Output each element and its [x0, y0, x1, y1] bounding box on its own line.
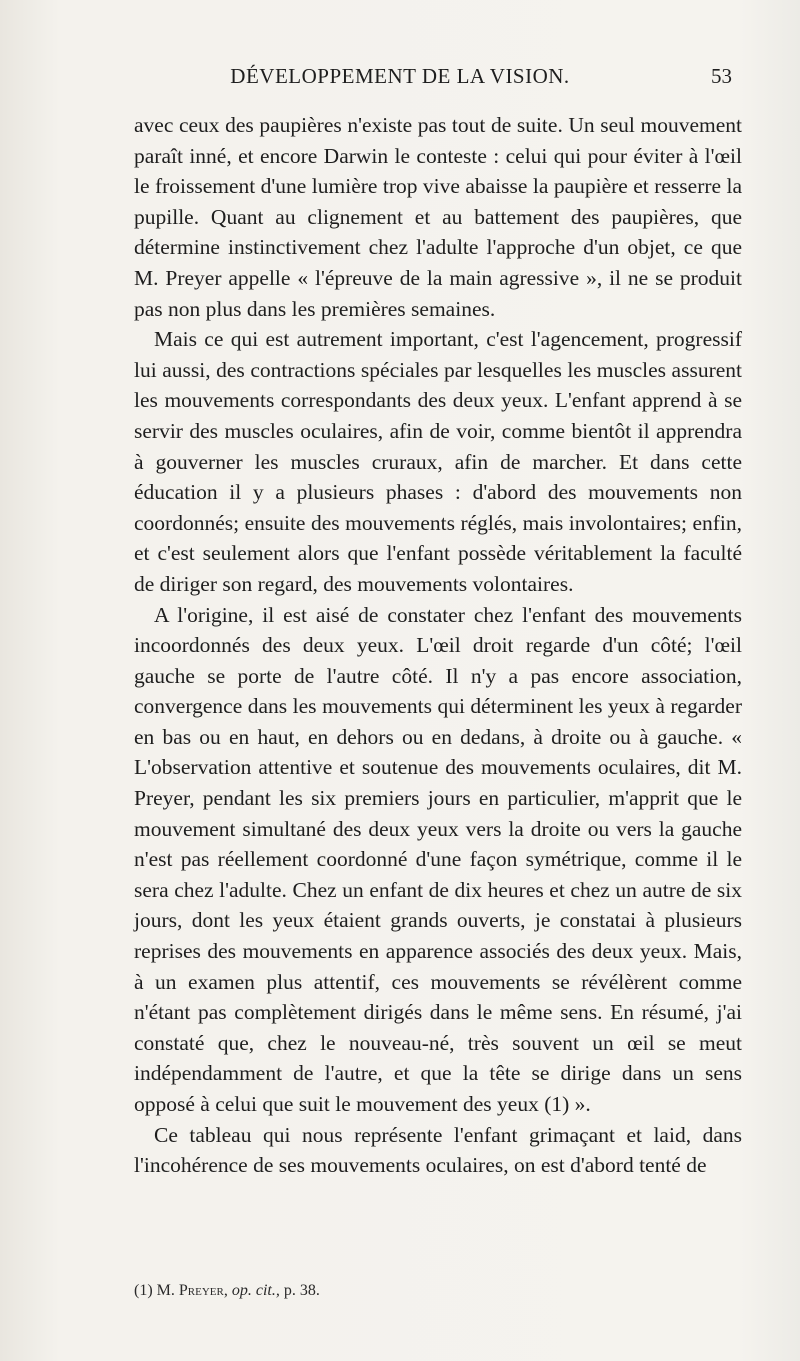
footnote: [134, 1282, 320, 1300]
paragraph-1: avec ceux des paupières n'existe pas tout de suite. Un seul mouvement paraît inné, et encore Darwin le conteste : celui qui pour éviter à l'œil le froissement d'une lumière trop vive abaisse la paupière et resserre la pupille. Quant au clignement et au battement des paupières, que détermine instinctivement chez l'adulte l'approche d'un objet, ce que M. Preyer appelle « l'épreuve de la main agressive », il ne se produit pas non plus dans les premières semaines.: [134, 113, 742, 321]
footnote-marker: (1) M.: [134, 1282, 175, 1299]
page-number: 53: [711, 64, 732, 88]
footnote-author: Preyer,: [178, 1282, 228, 1299]
footnote-page: p. 38.: [283, 1282, 320, 1299]
running-title: DÉVELOPPEMENT DE LA VISION.: [230, 64, 570, 88]
paragraph-3: A l'origine, il est aisé de constater chez l'enfant des mouvements incoordonnés des deux yeux. L'œil droit regarde d'un côté; l'œil gauche se porte de l'autre côté. Il n'y a pas encore association, convergence dans les mouvements qui déterminent les yeux à regarder en bas ou en haut, en dehors ou en dedans, à droite ou à gauche. « L'observation attentive et soutenue des mouvements oculaires, dit M. Preyer, pendant les six premiers jours en particulier, m'apprit que le mouvement simultané des deux yeux vers la droite ou vers la gauche n'est pas réellement coordonné d'une façon symétrique, comme il le sera chez l'adulte. Chez un enfant de dix heures et chez un autre de six jours, dont les yeux étaient grands ouverts, je constatai à plusieurs reprises des mouvements en apparence associés des deux yeux. Mais, à un examen plus attentif, ces mouvements se révélèrent comme n'étant pas complètement dirigés dans le même sens. En résumé, j'ai constaté que, chez le nouveau-né, très souvent un œil se meut indépendamment de l'autre, et que la tête se dirige dans un sens opposé à celui que suit le mouvement des yeux (1) ».: [134, 602, 742, 1116]
running-header: [0, 64, 800, 92]
paragraph-4: Ce tableau qui nous représente l'enfant grimaçant et laid, dans l'incohérence de ses mouvements oculaires, on est d'abord tenté de: [134, 1122, 742, 1178]
paragraph-2: Mais ce qui est autrement important, c'est l'agencement, progressif lui aussi, des contractions spéciales par lesquelles les muscles assurent les mouvements correspondants des deux yeux. L'enfant apprend à se servir des muscles oculaires, afin de voir, comme bientôt il apprendra à gouverner les muscles cruraux, afin de marcher. Et dans cette éducation il y a plusieurs phases : d'abord des mouvements non coordonnés; ensuite des mouvements réglés, mais involontaires; enfin, et c'est seulement alors que l'enfant possède véritablement la faculté de diriger son regard, des mouvements volontaires.: [134, 327, 742, 596]
body-text: [134, 110, 742, 1181]
footnote-reference: op. cit.,: [231, 1282, 280, 1299]
